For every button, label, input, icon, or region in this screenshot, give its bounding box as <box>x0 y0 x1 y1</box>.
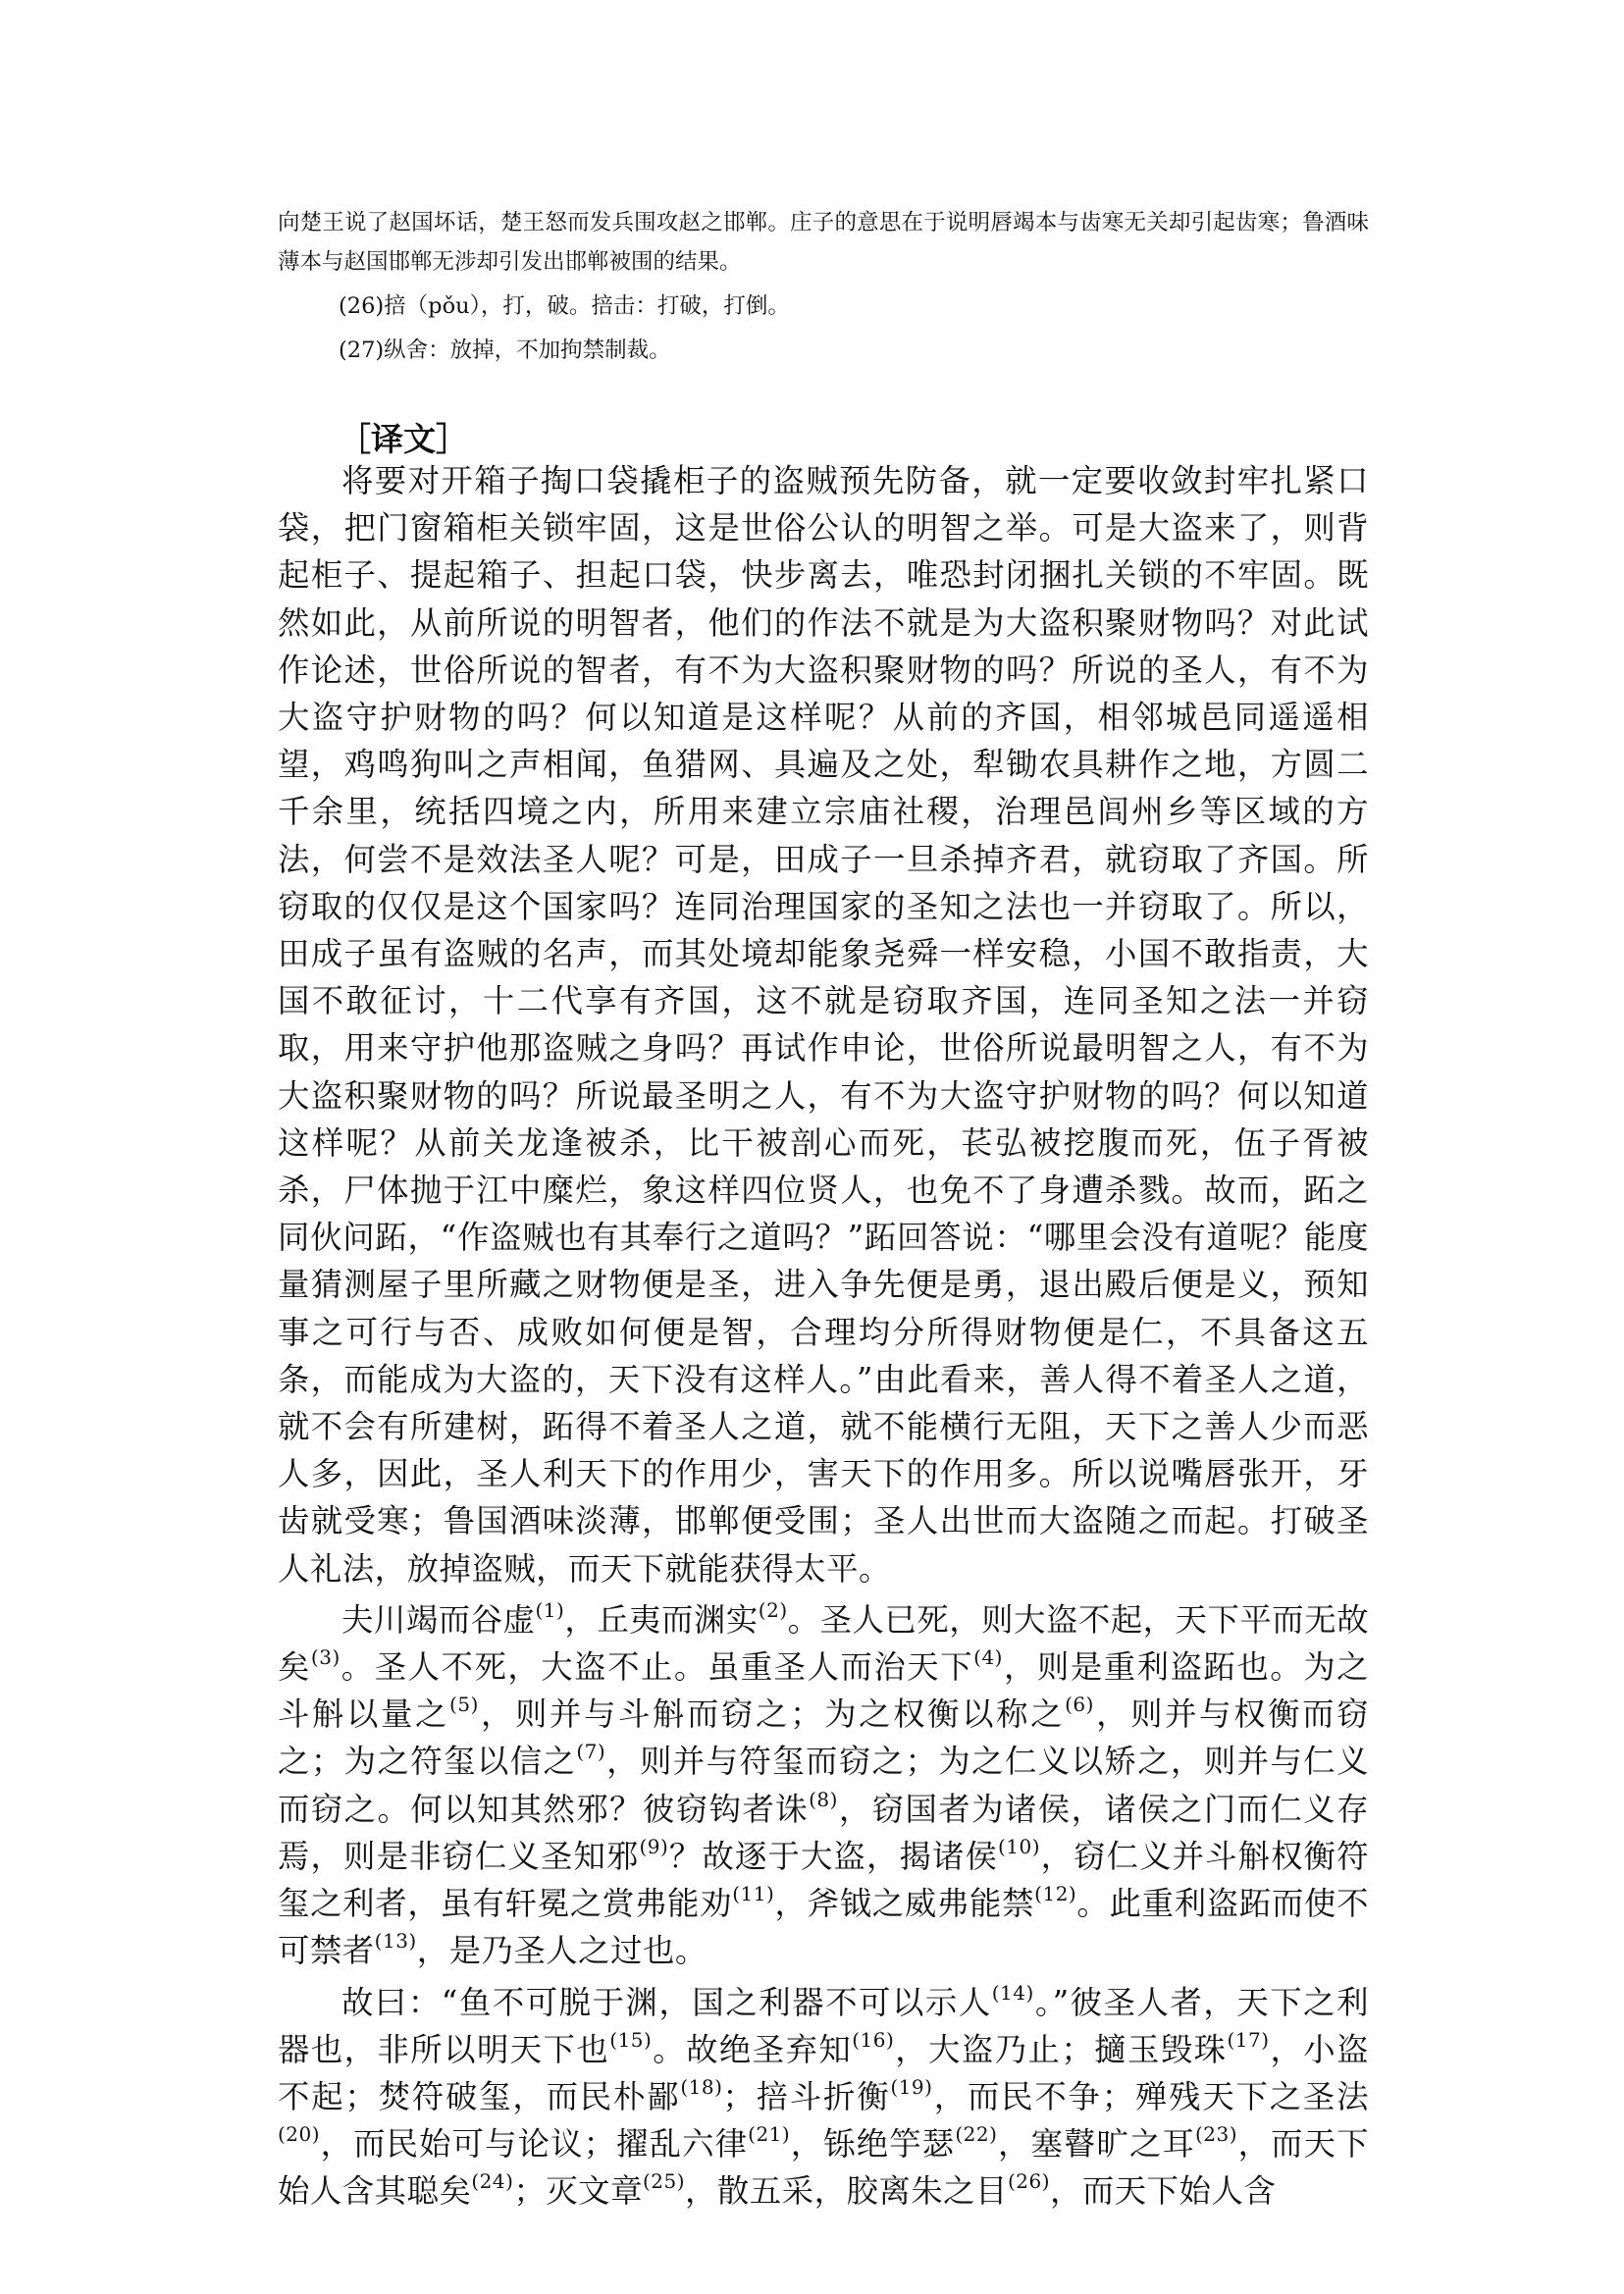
footnote-marker: (16) <box>852 2027 895 2052</box>
text-segment: ，窃国者为诸侯，诸侯之门而仁义存焉，则是非窃仁义圣知邪 <box>278 1790 1369 1875</box>
text-segment: ，大盗乃止；擿玉毁珠 <box>894 2030 1228 2068</box>
text-segment: 。圣人不死，大盗不止。虽重圣人而治天下 <box>340 1648 974 1687</box>
original-paragraph-2 <box>278 1979 1369 2216</box>
footnote-marker: (5) <box>449 1693 479 1717</box>
document-page <box>278 0 1369 2294</box>
text-segment: ，塞瞽旷之耳 <box>997 2125 1195 2164</box>
text-segment: ，窃仁义并斗斛权衡符玺之利者，虽有轩冕之赏弗能劝 <box>278 1837 1370 1923</box>
footnote-marker: (23) <box>1194 2122 1238 2147</box>
footnote-marker: (14) <box>991 1980 1034 2005</box>
footnote-marker: (20) <box>278 2122 321 2147</box>
footnote-marker: (2) <box>758 1597 788 1622</box>
main-text <box>278 457 1369 2216</box>
text-segment: ，而民不争；殚残天下之圣法 <box>932 2077 1370 2115</box>
footnote-marker: (21) <box>748 2122 791 2147</box>
text-segment: ，则并与符玺而窃之；为之仁义以矫之，则并与仁义而窃之。何以知其然邪？彼窃钩者诛 <box>278 1743 1370 1828</box>
text-segment: ，而天下始人含 <box>1050 2172 1277 2211</box>
footnote-marker: (7) <box>576 1740 606 1764</box>
footnote-marker: (3) <box>310 1645 341 1670</box>
text-segment: ，而民始可与论议；擢乱六律 <box>320 2125 749 2164</box>
text-segment: ，散五采，胶离朱之目 <box>685 2172 1008 2211</box>
text-segment: ，铄绝竽瑟 <box>790 2125 956 2164</box>
footnote-marker: (6) <box>1065 1693 1094 1717</box>
text-segment: ，而天下始人含其聪矣 <box>278 2125 1370 2211</box>
footnote-marker: (9) <box>639 1834 669 1858</box>
text-segment: 夫川竭而谷虚 <box>341 1600 536 1639</box>
footnote-marker: (10) <box>997 1834 1041 1858</box>
text-segment: ；掊斗折衡 <box>722 2077 891 2115</box>
text-segment: ，丘夷而渊实 <box>564 1600 759 1639</box>
text-segment: ，则并与权衡而窃之；为之符玺以信之 <box>278 1695 1370 1781</box>
text-segment: ，则是重利盗跖也。为之斗斛以量之 <box>278 1648 1370 1734</box>
footnote-marker: (26) <box>1007 2169 1050 2194</box>
footnote-marker: (11) <box>732 1882 775 1906</box>
footnote-marker: (1) <box>535 1597 565 1622</box>
footnote-marker: (19) <box>890 2074 933 2099</box>
text-segment: 。故绝圣弃知 <box>652 2030 853 2068</box>
footnote-marker: (4) <box>973 1645 1003 1670</box>
original-paragraph-1 <box>278 1596 1369 1975</box>
translation-heading: ［译文］ <box>339 420 468 458</box>
text-segment: ，是乃圣人之过也。 <box>416 1932 707 1970</box>
note-continuation: 向楚王说了赵国坏话，楚王怒而发兵围攻赵之邯郸。庄子的意思在于说明唇竭本与齿寒无关却引起齿寒；鲁酒味薄本与赵国邯郸无涉却引发出邯郸被围的结果。 <box>278 210 1369 275</box>
footnote-marker: (15) <box>609 2027 653 2052</box>
note-27: (27)纵舍：放掉，不加拘禁制裁。 <box>339 338 671 363</box>
footnote-marker: (8) <box>809 1787 838 1811</box>
footnote-marker: (18) <box>680 2074 723 2099</box>
footnote-marker: (22) <box>955 2122 998 2147</box>
text-segment: 故曰：“鱼不可脱于渊，国之利器不可以示人 <box>341 1983 992 2021</box>
footnote-marker: (12) <box>1034 1882 1077 1906</box>
footnote-marker: (25) <box>642 2169 686 2194</box>
text-segment: 。此重利盗跖而使不可禁者 <box>278 1885 1370 1970</box>
footnote-marker: (13) <box>374 1929 417 1954</box>
translation-paragraph: 将要对开箱子掏口袋撬柜子的盗贼预先防备，就一定要收敛封牢扎紧口袋，把门窗箱柜关锁牢固，这是世俗公认的明智之举。可是大盗来了，则背起柜子、提起箱子、担起口袋，快步离去，唯恐封闭捆扎关锁的不牢固。既然如此，从前所说的明智者，他们的作法不就是为大盗积聚财物吗？对此试作论述，世俗所说的智者，有不为大盗积聚财物的吗？所说的圣人，有不为大盗守护财物的吗？何以知道是这样呢？从前的齐国，相邻城邑同遥遥相望，鸡鸣狗叫之声相闻，鱼猎网、具遍及之处，犁锄农具耕作之地，方圆二千余里，统括四境之内，所用来建立宗庙社稷，治理邑闾州乡等区域的方法，何尝不是效法圣人呢？可是，田成子一旦杀掉齐君，就窃取了齐国。所窃取的仅仅是这个国家吗？连同治理国家的圣知之法也一并窃取了。所以，田成子虽有盗贼的名声，而其处境却能象尧舜一样安稳，小国不敢指责，大国不敢征讨，十二代享有齐国，这不就是窃取齐国，连同圣知之法一并窃取，用来守护他那盗贼之身吗？再试作申论，世俗所说最明智之人，有不为大盗积聚财物的吗？所说最圣明之人，有不为大盗守护财物的吗？何以知道这样呢？从前关龙逢被杀，比干被剖心而死，苌弘被挖腹而死，伍子胥被杀，尸体抛于江中糜烂，象这样四位贤人，也免不了身遭杀戮。故而，跖之同伙问跖，“作盗贼也有其奉行之道吗？”跖回答说：“哪里会没有道呢？能度量猜测屋子里所藏之财物便是圣，进入争先便是勇，退出殿后便是义，预知事之可行与否、成败如何便是智，合理均分所得财物便是仁，不具备这五条，而能成为大盗的，天下没有这样人。”由此看来，善人得不着圣人之道，就不会有所建树，跖得不着圣人之道，就不能横行无阻，天下之善人少而恶人多，因此，圣人利天下的作用少，害天下的作用多。所以说嘴唇张开，牙齿就受寒；鲁国酒味淡薄，邯郸便受围；圣人出世而大盗随之而起。打破圣人礼法，放掉盗贼，而天下就能获得太平。 <box>278 462 1369 1588</box>
footnote-marker: (17) <box>1227 2027 1270 2052</box>
text-segment: 。”彼圣人者，天下之利器也，非所以明天下也 <box>278 1983 1369 2068</box>
footnotes-section <box>278 203 1369 370</box>
note-26: (26)掊（pǒu），打，破。掊击：打破，打倒。 <box>339 293 790 319</box>
text-segment: ，则并与斗斛而窃之；为之权衡以称之 <box>478 1695 1066 1734</box>
text-segment: ；灭文章 <box>513 2172 643 2211</box>
text-segment: ，斧钺之威弗能禁 <box>774 1885 1035 1923</box>
text-segment: ，小盗不起；焚符破玺，而民朴鄙 <box>278 2030 1370 2115</box>
text-segment: 。圣人已死，则大盗不起，天下平而无故矣 <box>278 1600 1370 1687</box>
footnote-marker: (24) <box>471 2169 514 2194</box>
text-segment: ？故逐于大盗，揭诸侯 <box>668 1837 998 1875</box>
